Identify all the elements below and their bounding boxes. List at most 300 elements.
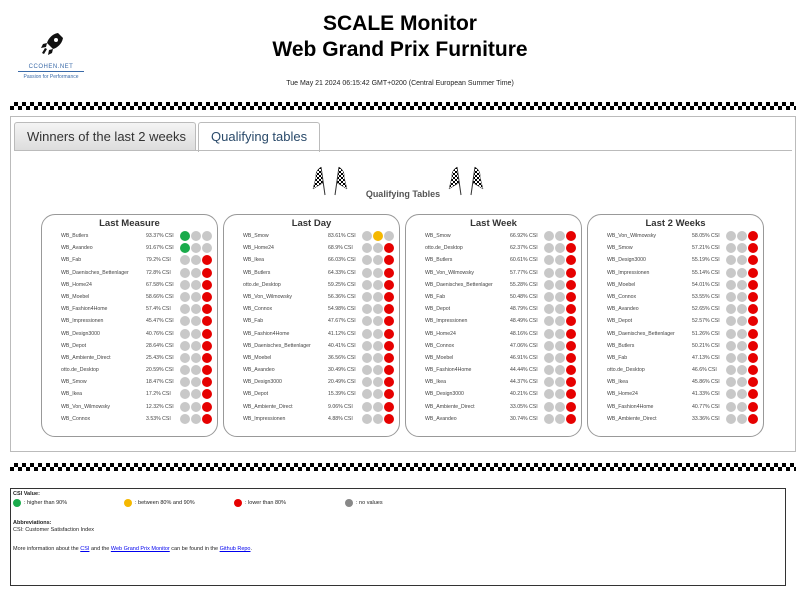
row-name: WB_Depot xyxy=(61,342,87,349)
status-lights xyxy=(362,280,394,290)
red-dot-icon xyxy=(384,292,394,302)
table-rows xyxy=(42,230,217,425)
red-dot-icon xyxy=(384,304,394,314)
row-csi-value: 64.33% CSI xyxy=(328,269,356,276)
row-name: WB_Avandeo xyxy=(61,245,93,252)
row-name: WB_Fab xyxy=(607,354,628,361)
grey-dot-icon xyxy=(726,377,736,387)
grey-dot-icon xyxy=(180,292,190,302)
grey-dot-icon xyxy=(726,353,736,363)
red-dot-icon xyxy=(202,365,212,375)
grey-dot-icon xyxy=(726,268,736,278)
grey-dot-icon xyxy=(737,414,747,424)
row-csi-value: 46.91% CSI xyxy=(510,354,538,361)
red-dot-icon xyxy=(384,268,394,278)
grey-dot-icon xyxy=(362,365,372,375)
grey-dot-icon xyxy=(191,292,201,302)
row-csi-value: 30.74% CSI xyxy=(510,415,538,422)
row-csi-value: 48.79% CSI xyxy=(510,306,538,313)
grey-dot-icon xyxy=(180,304,190,314)
grey-dot-icon xyxy=(555,304,565,314)
csi-link[interactable]: CSI xyxy=(80,546,90,552)
status-lights xyxy=(180,316,212,326)
row-name: WB_Depot xyxy=(425,306,451,313)
row-name: WB_Butlers xyxy=(61,233,89,239)
table-row xyxy=(42,388,217,400)
grey-dot-icon xyxy=(180,414,190,424)
table-title: Last Measure xyxy=(99,218,160,229)
grey-dot-icon xyxy=(373,292,383,302)
table-row xyxy=(588,364,763,376)
table-title: Last 2 Weeks xyxy=(645,218,706,229)
grey-dot-icon xyxy=(373,389,383,399)
status-lights xyxy=(544,243,576,253)
grey-dot-icon xyxy=(544,304,554,314)
red-dot-icon xyxy=(202,389,212,399)
row-name: WB_Fashion4Home xyxy=(61,306,108,313)
grey-dot-icon xyxy=(737,316,747,326)
status-lights xyxy=(180,255,212,265)
red-dot-icon xyxy=(202,255,212,265)
status-lights xyxy=(726,389,758,399)
row-name: WB_Ikea xyxy=(425,379,447,386)
grey-dot-icon xyxy=(737,255,747,265)
row-name: WB_Ikea xyxy=(607,379,629,386)
row-name: WB_Daenisches_Bettenlager xyxy=(425,281,493,288)
table-row xyxy=(406,376,581,388)
grey-dot-icon xyxy=(362,292,372,302)
row-csi-value: 18.47% CSI xyxy=(146,379,174,386)
status-lights xyxy=(180,292,212,302)
red-dot-icon xyxy=(566,292,576,302)
table-last-measure xyxy=(41,214,218,437)
red-dot-icon xyxy=(384,243,394,253)
grey-dot-icon xyxy=(180,280,190,290)
grey-dot-icon xyxy=(544,389,554,399)
table-row xyxy=(224,388,399,400)
status-lights xyxy=(726,329,758,339)
grey-dot-icon xyxy=(726,292,736,302)
status-lights xyxy=(362,389,394,399)
status-lights xyxy=(544,255,576,265)
table-row xyxy=(588,352,763,364)
status-lights xyxy=(726,243,758,253)
row-name: WB_Design3000 xyxy=(61,330,100,337)
table-row xyxy=(406,413,581,425)
table-title: Last Week xyxy=(470,218,517,229)
grey-dot-icon xyxy=(737,243,747,253)
grey-dot-icon xyxy=(191,377,201,387)
red-dot-icon xyxy=(566,268,576,278)
table-row xyxy=(42,340,217,352)
table-row xyxy=(224,376,399,388)
grey-dot-icon xyxy=(555,255,565,265)
red-dot-icon xyxy=(566,389,576,399)
abbreviations-text: CSI: Customer Satisfaction Index xyxy=(13,527,95,533)
grey-dot-icon xyxy=(737,292,747,302)
grey-dot-icon xyxy=(726,231,736,241)
row-csi-value: 57.4% CSI xyxy=(146,306,171,313)
grey-dot-icon xyxy=(180,365,190,375)
status-lights xyxy=(726,341,758,351)
row-name: WB_Fashion4Home xyxy=(607,403,654,410)
grey-dot-icon xyxy=(191,268,201,278)
grey-dot-icon xyxy=(555,268,565,278)
row-name: otto.de_Desktop xyxy=(61,367,99,374)
red-dot-icon xyxy=(384,389,394,399)
grey-dot-icon xyxy=(737,231,747,241)
row-name: WB_Impressionen xyxy=(425,318,468,325)
row-csi-value: 62.37% CSI xyxy=(510,245,538,252)
grey-dot-icon xyxy=(362,341,372,351)
status-lights xyxy=(544,414,576,424)
red-dot-icon xyxy=(566,304,576,314)
table-row xyxy=(42,303,217,315)
green-dot-icon xyxy=(180,243,190,253)
table-row xyxy=(406,303,581,315)
status-lights xyxy=(180,304,212,314)
red-dot-icon xyxy=(384,255,394,265)
table-row xyxy=(588,242,763,254)
grey-dot-icon xyxy=(191,243,201,253)
row-csi-value: 60.61% CSI xyxy=(510,257,538,264)
red-dot-icon xyxy=(384,316,394,326)
grey-dot-icon xyxy=(373,414,383,424)
status-lights xyxy=(180,402,212,412)
row-name: WB_Ambiente_Direct xyxy=(243,403,293,410)
red-dot-icon xyxy=(748,402,758,412)
row-csi-value: 44.44% CSI xyxy=(510,367,538,374)
row-name: WB_Connox xyxy=(243,306,273,313)
status-lights xyxy=(544,329,576,339)
grey-dot-icon xyxy=(191,304,201,314)
status-lights xyxy=(544,341,576,351)
grey-dot-icon xyxy=(362,389,372,399)
red-dot-icon xyxy=(748,329,758,339)
grey-dot-icon xyxy=(362,402,372,412)
grey-dot-icon xyxy=(726,341,736,351)
row-csi-value: 54.01% CSI xyxy=(692,281,720,288)
grey-dot-icon xyxy=(737,280,747,290)
red-dot-icon xyxy=(202,353,212,363)
red-dot-icon xyxy=(202,341,212,351)
grey-dot-icon xyxy=(737,402,747,412)
row-name: otto.de_Desktop xyxy=(607,367,645,374)
status-lights xyxy=(362,292,394,302)
row-name: WB_Ambiente_Direct xyxy=(425,403,475,410)
grey-dot-icon xyxy=(726,414,736,424)
red-dot-icon xyxy=(566,341,576,351)
grey-dot-icon xyxy=(726,243,736,253)
grey-dot-icon xyxy=(544,231,554,241)
grey-dot-icon xyxy=(180,377,190,387)
row-name: WB_Ikea xyxy=(61,391,83,398)
status-lights xyxy=(726,304,758,314)
status-lights xyxy=(180,365,212,375)
grey-dot-icon xyxy=(726,316,736,326)
red-dot-icon xyxy=(384,280,394,290)
red-dot-icon xyxy=(384,414,394,424)
table-row xyxy=(406,352,581,364)
row-csi-value: 36.56% CSI xyxy=(328,354,356,361)
row-name: WB_Ambiente_Direct xyxy=(607,415,657,422)
yellow-dot-icon xyxy=(373,231,383,241)
grey-dot-icon xyxy=(362,329,372,339)
status-lights xyxy=(362,341,394,351)
grey-dot-icon xyxy=(544,414,554,424)
grey-dot-icon xyxy=(544,292,554,302)
status-lights xyxy=(362,316,394,326)
red-dot-icon xyxy=(384,353,394,363)
row-csi-value: 54.98% CSI xyxy=(328,306,356,313)
status-lights xyxy=(362,329,394,339)
table-row xyxy=(42,254,217,266)
status-lights xyxy=(544,389,576,399)
status-lights xyxy=(362,414,394,424)
checkered-divider-bottom xyxy=(10,463,796,471)
grey-dot-icon xyxy=(191,389,201,399)
status-lights xyxy=(544,231,576,241)
grey-dot-icon xyxy=(555,341,565,351)
grey-dot-icon xyxy=(180,341,190,351)
row-name: WB_Design3000 xyxy=(607,257,646,264)
grey-dot-icon xyxy=(373,280,383,290)
row-name: WB_Von_Wilmowsky xyxy=(243,293,293,300)
row-name: WB_Moebel xyxy=(425,354,454,361)
row-name: WB_Moebel xyxy=(607,281,636,288)
grey-dot-icon xyxy=(373,341,383,351)
row-csi-value: 52.65% CSI xyxy=(692,306,720,313)
grey-dot-icon xyxy=(180,353,190,363)
legend-item-red xyxy=(234,499,286,507)
grey-dot-icon xyxy=(362,414,372,424)
row-csi-value: 93.37% CSI xyxy=(146,233,174,239)
yellow-dot-icon xyxy=(124,499,132,507)
red-dot-icon xyxy=(566,316,576,326)
red-dot-icon xyxy=(234,499,242,507)
row-csi-value: 50.48% CSI xyxy=(510,293,538,300)
table-row xyxy=(224,230,399,242)
table-title: Last Day xyxy=(291,218,332,229)
table-row xyxy=(588,401,763,413)
red-dot-icon xyxy=(748,304,758,314)
status-lights xyxy=(726,255,758,265)
grey-dot-icon xyxy=(373,377,383,387)
red-dot-icon xyxy=(566,231,576,241)
table-row xyxy=(588,413,763,425)
legend-box xyxy=(10,488,786,586)
grey-dot-icon xyxy=(555,365,565,375)
table-row xyxy=(588,388,763,400)
grey-dot-icon xyxy=(373,268,383,278)
red-dot-icon xyxy=(566,329,576,339)
github-repo-link[interactable]: Github Repo xyxy=(219,546,251,552)
table-rows xyxy=(224,230,399,425)
grey-dot-icon xyxy=(180,255,190,265)
table-row xyxy=(588,303,763,315)
row-name: otto.de_Desktop xyxy=(425,245,463,252)
status-lights xyxy=(726,414,758,424)
red-dot-icon xyxy=(748,389,758,399)
red-dot-icon xyxy=(202,414,212,424)
table-row xyxy=(224,291,399,303)
grey-dot-icon xyxy=(191,255,201,265)
more-info-suffix: . xyxy=(250,546,253,552)
table-row xyxy=(588,376,763,388)
grey-dot-icon xyxy=(180,268,190,278)
web-grand-prix-monitor-link[interactable]: Web Grand Prix Monitor xyxy=(110,546,170,552)
row-csi-value: 53.55% CSI xyxy=(692,293,720,300)
grey-dot-icon xyxy=(191,341,201,351)
table-row xyxy=(42,279,217,291)
row-name: WB_Design3000 xyxy=(243,379,282,386)
status-lights xyxy=(544,353,576,363)
red-dot-icon xyxy=(384,365,394,375)
grey-dot-icon xyxy=(180,316,190,326)
table-row xyxy=(406,328,581,340)
row-name: WB_Home24 xyxy=(607,391,638,398)
tab-winners[interactable]: Winners of the last 2 weeks xyxy=(14,122,196,151)
row-csi-value: 3.53% CSI xyxy=(146,415,171,422)
grey-dot-icon xyxy=(544,268,554,278)
red-dot-icon xyxy=(202,280,212,290)
grey-dot-icon xyxy=(544,243,554,253)
red-dot-icon xyxy=(566,402,576,412)
row-csi-value: 47.13% CSI xyxy=(692,354,720,361)
grey-dot-icon xyxy=(373,402,383,412)
grey-dot-icon xyxy=(362,231,372,241)
row-csi-value: 66.92% CSI xyxy=(510,233,538,239)
row-name: WB_Moebel xyxy=(61,293,90,300)
table-row xyxy=(588,291,763,303)
table-row xyxy=(588,230,763,242)
grey-dot-icon xyxy=(726,255,736,265)
table-row xyxy=(588,328,763,340)
legend-item-no-values xyxy=(345,499,383,507)
row-csi-value: 51.26% CSI xyxy=(692,330,720,337)
red-dot-icon xyxy=(202,268,212,278)
row-name: WB_Ikea xyxy=(243,257,265,264)
more-info-mid: and the xyxy=(89,546,111,552)
legend-heading: CSI Value: xyxy=(13,491,40,497)
more-info-prefix: More information about the xyxy=(13,546,81,552)
grey-dot-icon xyxy=(555,280,565,290)
status-lights xyxy=(544,365,576,375)
row-name: WB_Fashion4Home xyxy=(425,367,472,374)
row-name: otto.de_Desktop xyxy=(243,281,281,288)
legend-label: : between 80% and 90% xyxy=(135,500,195,506)
grey-dot-icon xyxy=(544,377,554,387)
row-name: WB_Smow xyxy=(61,379,87,386)
row-name: WB_Fab xyxy=(61,257,82,264)
row-csi-value: 9.06% CSI xyxy=(328,403,353,410)
grey-dot-icon xyxy=(362,243,372,253)
row-csi-value: 30.49% CSI xyxy=(328,367,356,374)
brand-tagline: Passion for Performance xyxy=(23,74,79,80)
grey-dot-icon xyxy=(726,329,736,339)
table-row xyxy=(224,364,399,376)
grey-dot-icon xyxy=(737,341,747,351)
table-row xyxy=(42,242,217,254)
table-row xyxy=(588,340,763,352)
red-dot-icon xyxy=(384,341,394,351)
row-csi-value: 20.59% CSI xyxy=(146,367,174,374)
table-row xyxy=(588,254,763,266)
table-row xyxy=(406,230,581,242)
grey-dot-icon xyxy=(555,377,565,387)
table-last-week xyxy=(405,214,582,437)
status-lights xyxy=(726,231,758,241)
grey-dot-icon xyxy=(726,365,736,375)
grey-dot-icon xyxy=(362,268,372,278)
timestamp: Tue May 21 2024 06:15:42 GMT+0200 (Central European Summer Time) xyxy=(286,80,514,87)
red-dot-icon xyxy=(202,402,212,412)
status-lights xyxy=(180,353,212,363)
table-row xyxy=(42,291,217,303)
table-row xyxy=(406,291,581,303)
tab-qualifying-tables[interactable]: Qualifying tables xyxy=(198,122,320,152)
row-name: WB_Von_Wilmowsky xyxy=(61,403,111,410)
table-row xyxy=(42,315,217,327)
brand-name: CCOHEN.NET xyxy=(18,63,84,72)
grey-dot-icon xyxy=(362,316,372,326)
row-csi-value: 12.32% CSI xyxy=(146,403,174,410)
grey-dot-icon xyxy=(544,365,554,375)
red-dot-icon xyxy=(384,377,394,387)
status-lights xyxy=(180,268,212,278)
grey-dot-icon xyxy=(191,365,201,375)
table-row xyxy=(224,303,399,315)
green-dot-icon xyxy=(13,499,21,507)
table-row xyxy=(406,242,581,254)
status-lights xyxy=(362,353,394,363)
table-row xyxy=(42,352,217,364)
table-row xyxy=(42,267,217,279)
red-dot-icon xyxy=(748,255,758,265)
red-dot-icon xyxy=(384,329,394,339)
row-csi-value: 4.88% CSI xyxy=(328,415,353,422)
green-dot-icon xyxy=(180,231,190,241)
status-lights xyxy=(362,268,394,278)
table-row xyxy=(224,413,399,425)
row-csi-value: 50.21% CSI xyxy=(692,342,720,349)
grey-dot-icon xyxy=(737,329,747,339)
status-lights xyxy=(544,304,576,314)
row-name: WB_Avandeo xyxy=(243,367,275,374)
table-row xyxy=(224,340,399,352)
row-csi-value: 33.05% CSI xyxy=(510,403,538,410)
red-dot-icon xyxy=(748,353,758,363)
status-lights xyxy=(180,389,212,399)
grey-dot-icon xyxy=(726,304,736,314)
red-dot-icon xyxy=(748,365,758,375)
red-dot-icon xyxy=(748,231,758,241)
red-dot-icon xyxy=(566,377,576,387)
row-csi-value: 72.8% CSI xyxy=(146,269,171,276)
grey-dot-icon xyxy=(373,329,383,339)
row-csi-value: 40.76% CSI xyxy=(146,330,174,337)
row-csi-value: 15.39% CSI xyxy=(328,391,356,398)
table-row xyxy=(224,254,399,266)
grey-dot-icon xyxy=(544,353,554,363)
grey-dot-icon xyxy=(373,304,383,314)
grey-dot-icon xyxy=(373,243,383,253)
grey-dot-icon xyxy=(180,402,190,412)
grey-dot-icon xyxy=(384,231,394,241)
status-lights xyxy=(726,402,758,412)
grey-dot-icon xyxy=(202,231,212,241)
red-dot-icon xyxy=(566,255,576,265)
